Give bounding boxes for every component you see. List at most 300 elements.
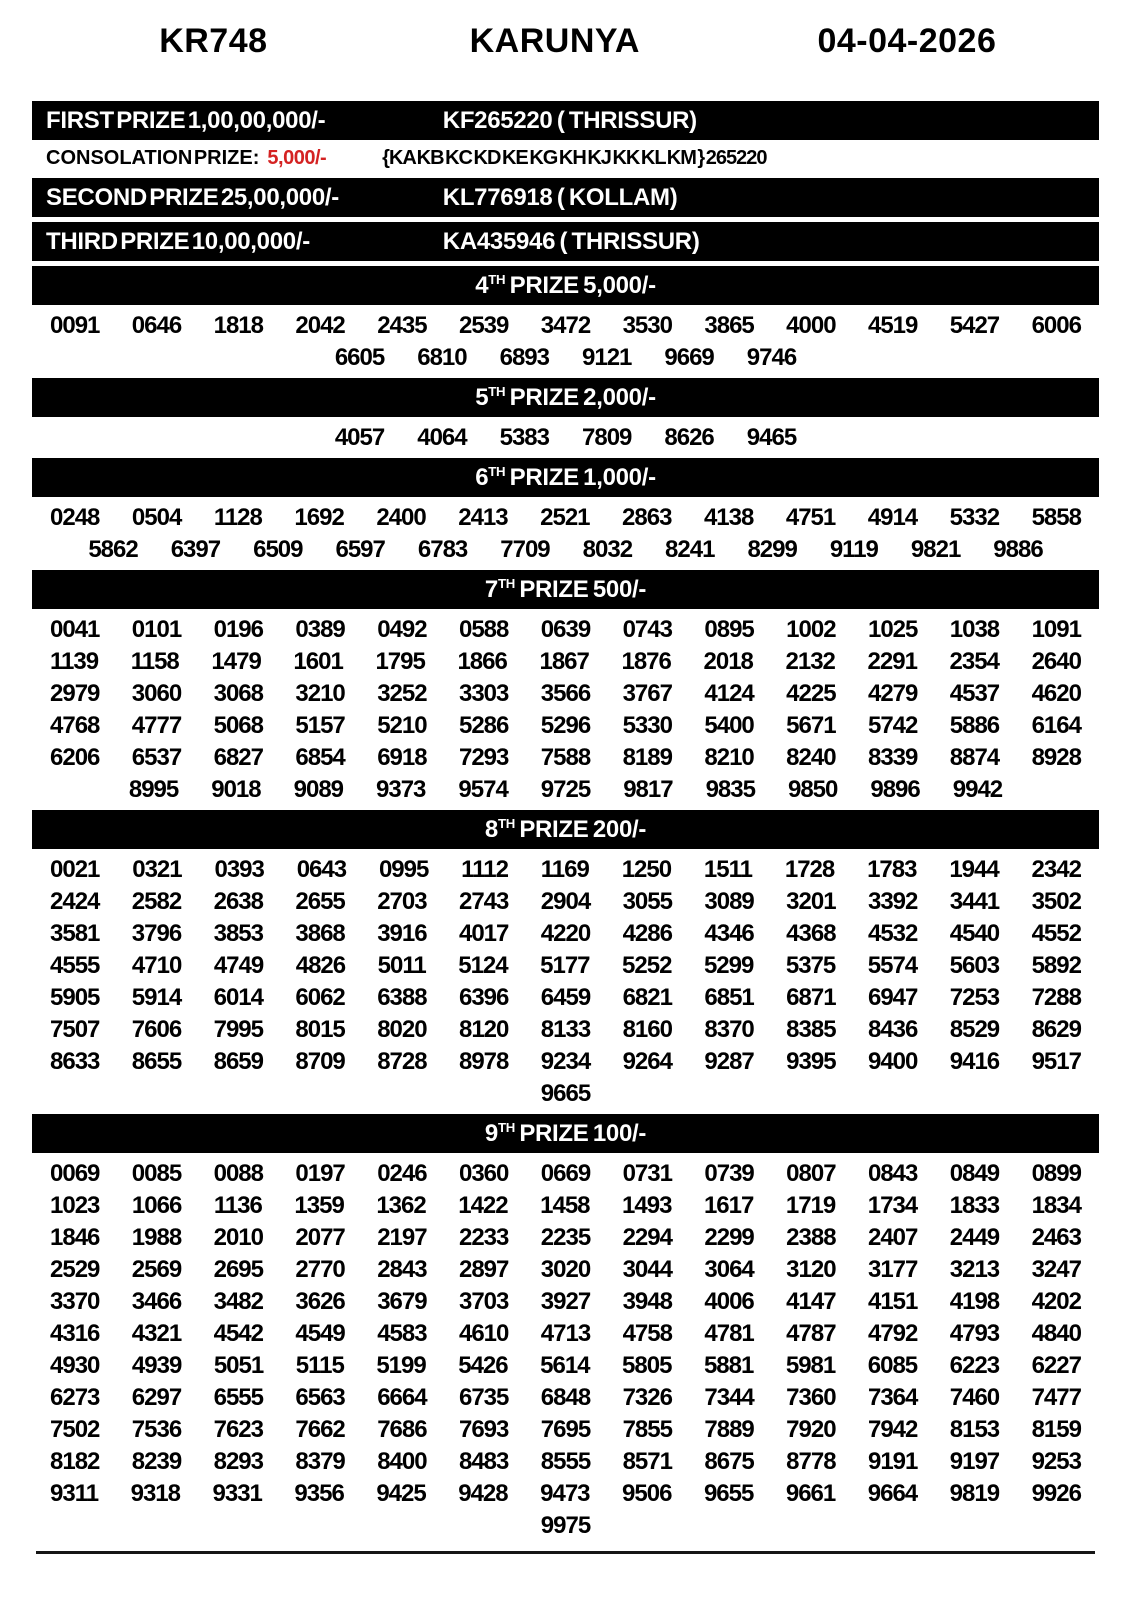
prize-numbers-row [50, 742, 1081, 773]
prize-number: 9725 [540, 776, 591, 803]
prize-number: 2435 [377, 312, 427, 339]
prize-number: 9926 [1031, 1480, 1081, 1507]
prize-number: 3252 [377, 680, 427, 707]
prize-number: 6827 [213, 744, 263, 771]
consolation-prize-row [32, 145, 1099, 173]
prize-numbers-row [38, 534, 1093, 565]
prize-number: 1511 [703, 856, 752, 883]
prize-number: 9121 [582, 344, 632, 371]
prize-number: 8159 [1031, 1416, 1081, 1443]
prize-number: 6085 [867, 1352, 918, 1379]
prize-number: 9896 [870, 776, 920, 803]
prize-number: 9850 [787, 776, 838, 803]
prize-number: 6273 [50, 1384, 100, 1411]
prize-number: 4749 [213, 952, 264, 979]
prize-number: 9506 [622, 1480, 672, 1507]
prize-number: 2655 [295, 888, 345, 915]
prize-number: 4316 [50, 1320, 100, 1347]
prize-number: 3303 [458, 680, 509, 707]
prize-number: 8655 [131, 1048, 182, 1075]
prize-number: 5426 [458, 1352, 508, 1379]
prize-number: 3020 [540, 1256, 591, 1283]
prize-number: 0246 [377, 1160, 427, 1187]
prize-number: 8483 [458, 1448, 509, 1475]
prize-number: 8379 [295, 1448, 345, 1475]
prize-number: 5614 [540, 1352, 590, 1379]
prize-number: 4713 [540, 1320, 591, 1347]
prize-number: 4346 [704, 920, 754, 947]
prize-number: 2400 [376, 504, 426, 531]
prize-section [32, 810, 1099, 1109]
prize-number: 1359 [294, 1192, 344, 1219]
prize-number: 0743 [622, 616, 672, 643]
prize-number: 2299 [704, 1224, 754, 1251]
prize-section [32, 266, 1099, 373]
prize-number: 7855 [622, 1416, 672, 1443]
prize-number: 5286 [458, 712, 509, 739]
prize-number: 9835 [705, 776, 755, 803]
prize-number: 2743 [458, 888, 509, 915]
prize-number: 8400 [377, 1448, 427, 1475]
prize-number: 0588 [458, 616, 509, 643]
prize-section [32, 570, 1099, 805]
prize-number: 3247 [1031, 1256, 1081, 1283]
prize-number: 4537 [949, 680, 1000, 707]
prize-number: 3120 [786, 1256, 836, 1283]
prize-number: 4914 [867, 504, 918, 531]
prize-sections [32, 266, 1099, 1541]
prize-number: 0895 [704, 616, 754, 643]
prize-number: 0088 [213, 1160, 263, 1187]
prize-number: 1833 [949, 1192, 1000, 1219]
prize-number: 5805 [622, 1352, 672, 1379]
first-prize-bar [32, 101, 1099, 140]
prize-number: 4138 [703, 504, 754, 531]
prize-number: 8015 [295, 1016, 345, 1043]
prize-number: 2770 [295, 1256, 345, 1283]
prize-number: 4939 [131, 1352, 182, 1379]
prize-number: 3703 [458, 1288, 509, 1315]
consolation-series: {KA KB KC KD KE KG KH KJ KK KL KM } 265220 [382, 147, 767, 169]
prize-number: 2640 [1031, 648, 1081, 675]
prize-number: 3044 [622, 1256, 672, 1283]
prize-number: 2132 [785, 648, 835, 675]
prize-number: 9089 [293, 776, 344, 803]
prize-number: 3868 [295, 920, 345, 947]
draw-code: KR748 [159, 22, 268, 60]
prize-number: 5400 [704, 712, 754, 739]
prize-number: 2695 [213, 1256, 263, 1283]
prize-number: 3177 [867, 1256, 918, 1283]
prize-section [32, 458, 1099, 565]
prize-number: 6893 [499, 344, 549, 371]
prize-numbers-row [50, 1014, 1081, 1045]
first-prize-ticket: KF265220 ( THRISSUR) [442, 106, 697, 134]
prize-number: 8709 [295, 1048, 345, 1075]
prize-numbers-row [50, 1350, 1081, 1381]
prize-number: 8728 [377, 1048, 427, 1075]
prize-number: 4532 [867, 920, 918, 947]
prize-number: 4710 [131, 952, 182, 979]
prize-number: 3089 [704, 888, 754, 915]
prize-number: 0085 [131, 1160, 182, 1187]
prize-number: 0492 [377, 616, 427, 643]
draw-date: 04-04-2026 [817, 22, 997, 60]
prize-number: 6918 [377, 744, 427, 771]
prize-number: 6605 [334, 344, 385, 371]
prize-number: 4000 [786, 312, 836, 339]
prize-number: 4781 [704, 1320, 754, 1347]
prize-number: 4151 [867, 1288, 918, 1315]
prize-number: 3502 [1031, 888, 1081, 915]
prize-numbers-row [50, 310, 1081, 341]
prize-number: 1422 [458, 1192, 508, 1219]
prize-numbers-row [50, 646, 1081, 677]
prize-numbers-row [50, 1254, 1081, 1285]
prize-number: 7293 [458, 744, 509, 771]
prize-number: 5671 [786, 712, 836, 739]
prize-number: 3068 [213, 680, 263, 707]
prize-number: 3466 [131, 1288, 182, 1315]
prize-number: 9473 [540, 1480, 590, 1507]
prize-section-title: 4TH PRIZE 5,000/- [475, 271, 656, 299]
prize-number: 0646 [131, 312, 182, 339]
prize-number: 0360 [458, 1160, 509, 1187]
prize-number: 5858 [1031, 504, 1081, 531]
prize-number: 4583 [377, 1320, 427, 1347]
prize-number: 2582 [131, 888, 182, 915]
prize-number: 3472 [540, 312, 591, 339]
prize-number: 3441 [949, 888, 1000, 915]
prize-number: 5892 [1031, 952, 1081, 979]
prize-number: 6783 [417, 536, 468, 563]
prize-section-title: 5TH PRIZE 2,000/- [475, 383, 656, 411]
prize-number: 6735 [458, 1384, 509, 1411]
prize-number: 4286 [622, 920, 672, 947]
prize-number: 9664 [867, 1480, 918, 1507]
prize-number: 8160 [622, 1016, 672, 1043]
prize-number: 3055 [622, 888, 672, 915]
prize-number: 8626 [664, 424, 714, 451]
prize-number: 7920 [786, 1416, 836, 1443]
prize-number: 6848 [540, 1384, 591, 1411]
prize-number: 0091 [50, 312, 100, 339]
prize-number: 7344 [704, 1384, 754, 1411]
prize-number: 5177 [540, 952, 590, 979]
prize-numbers-row [38, 422, 1093, 453]
prize-number: 7995 [213, 1016, 263, 1043]
third-prize-ticket: KA435946 ( THRISSUR) [442, 227, 700, 255]
prize-number: 7507 [50, 1016, 100, 1043]
prize-number: 3370 [50, 1288, 100, 1315]
prize-number: 9400 [867, 1048, 918, 1075]
prize-number: 2018 [703, 648, 753, 675]
prize-section-header [32, 810, 1099, 849]
prize-number: 9311 [50, 1480, 99, 1507]
prize-number: 2010 [213, 1224, 263, 1251]
prize-number: 9669 [664, 344, 714, 371]
prize-number: 3392 [867, 888, 918, 915]
prize-number: 7606 [131, 1016, 182, 1043]
prize-number: 1617 [703, 1192, 754, 1219]
prize-number: 7693 [458, 1416, 509, 1443]
prize-number: 2463 [1031, 1224, 1081, 1251]
prize-number: 4768 [50, 712, 100, 739]
prize-number: 2569 [131, 1256, 182, 1283]
prize-numbers-row [50, 614, 1081, 645]
prize-number: 0899 [1031, 1160, 1081, 1187]
prize-number: 5742 [867, 712, 918, 739]
prize-number: 1091 [1031, 616, 1081, 643]
prize-number: 8153 [949, 1416, 1000, 1443]
prize-section-title: 9TH PRIZE 100/- [484, 1119, 647, 1147]
prize-number: 5981 [785, 1352, 836, 1379]
prize-number: 2042 [295, 312, 345, 339]
prize-section-header [32, 378, 1099, 417]
prize-number: 0101 [131, 616, 182, 643]
prize-number: 9191 [867, 1448, 918, 1475]
prize-number: 3767 [622, 680, 672, 707]
prize-number: 4758 [622, 1320, 672, 1347]
prize-number: 3948 [622, 1288, 672, 1315]
prize-number: 5862 [88, 536, 138, 563]
prize-number: 5210 [377, 712, 427, 739]
prize-number: 1038 [949, 616, 1000, 643]
prize-number: 8995 [128, 776, 179, 803]
second-prize-label: SECOND PRIZE 25,00,000/- [46, 183, 339, 211]
prize-number: 0849 [949, 1160, 1000, 1187]
prize-number: 9119 [829, 536, 878, 563]
prize-number: 7253 [949, 984, 1000, 1011]
prize-number: 2521 [540, 504, 590, 531]
prize-numbers-row [50, 982, 1081, 1013]
prize-number: 1136 [213, 1192, 262, 1219]
prize-number: 6396 [458, 984, 509, 1011]
third-prize-bar [32, 222, 1099, 261]
prize-number: 0739 [704, 1160, 754, 1187]
prize-number: 6537 [131, 744, 182, 771]
prize-number: 1139 [50, 648, 99, 675]
prize-numbers-row [50, 1478, 1081, 1509]
prize-number: 4220 [540, 920, 591, 947]
prize-number: 8293 [213, 1448, 263, 1475]
prize-number: 7326 [622, 1384, 672, 1411]
prize-number: 4017 [458, 920, 509, 947]
prize-number: 3201 [786, 888, 836, 915]
prize-number: 2703 [377, 888, 427, 915]
prize-number: 2077 [295, 1224, 345, 1251]
prize-number: 4555 [50, 952, 100, 979]
prize-numbers-row [38, 1078, 1093, 1109]
prize-number: 4787 [786, 1320, 836, 1347]
prize-number: 4279 [867, 680, 918, 707]
lottery-name: KARUNYA [469, 22, 640, 60]
prize-number: 5574 [867, 952, 918, 979]
second-prize-ticket: KL776918 ( KOLLAM) [442, 183, 678, 211]
prize-number: 7889 [704, 1416, 754, 1443]
prize-number: 7588 [540, 744, 591, 771]
prize-number: 8032 [582, 536, 633, 563]
prize-number: 1479 [211, 648, 261, 675]
prize-number: 9465 [746, 424, 797, 451]
prize-number: 9197 [949, 1448, 1000, 1475]
prize-number: 8120 [458, 1016, 509, 1043]
prize-number: 8385 [786, 1016, 836, 1043]
prize-number: 8239 [131, 1448, 182, 1475]
prize-number: 5051 [213, 1352, 264, 1379]
prize-number: 5383 [499, 424, 549, 451]
prize-number: 0643 [296, 856, 347, 883]
prize-number: 2407 [867, 1224, 918, 1251]
prize-number: 3865 [704, 312, 754, 339]
prize-number: 4620 [1031, 680, 1081, 707]
prize-number: 1944 [949, 856, 999, 883]
prize-number: 1783 [867, 856, 917, 883]
prize-number: 2449 [949, 1224, 1000, 1251]
prize-numbers-row [50, 950, 1081, 981]
prize-number: 9356 [294, 1480, 344, 1507]
prize-number: 3796 [131, 920, 182, 947]
prize-number: 3064 [704, 1256, 754, 1283]
prize-number: 4540 [949, 920, 1000, 947]
prize-number: 5881 [703, 1352, 754, 1379]
prize-number: 5068 [213, 712, 263, 739]
prize-number: 5427 [949, 312, 1000, 339]
prize-number: 8874 [949, 744, 1000, 771]
prize-number: 2897 [458, 1256, 509, 1283]
prize-number: 8928 [1031, 744, 1081, 771]
prize-number: 4198 [949, 1288, 1000, 1315]
prize-number: 1818 [213, 312, 263, 339]
prize-numbers-row [50, 1158, 1081, 1189]
prize-number: 0639 [540, 616, 591, 643]
prize-number: 6062 [295, 984, 345, 1011]
prize-number: 7686 [377, 1416, 427, 1443]
prize-number: 2197 [377, 1224, 427, 1251]
prize-number: 6871 [786, 984, 836, 1011]
prize-number: 2979 [50, 680, 100, 707]
prize-numbers-row [50, 1382, 1081, 1413]
prize-number: 2529 [50, 1256, 100, 1283]
prize-number: 3530 [622, 312, 672, 339]
prize-number: 9665 [540, 1080, 591, 1107]
prize-number: 8778 [786, 1448, 836, 1475]
prize-number: 3679 [377, 1288, 427, 1315]
prize-number: 6014 [213, 984, 263, 1011]
prize-number: 6227 [1031, 1352, 1081, 1379]
prize-number: 9264 [622, 1048, 672, 1075]
prize-numbers-row [50, 854, 1081, 885]
prize-numbers-row [38, 1510, 1093, 1541]
prize-number: 1362 [376, 1192, 426, 1219]
prize-numbers-row [38, 342, 1093, 373]
prize-number: 6854 [295, 744, 345, 771]
prize-number: 0843 [867, 1160, 918, 1187]
prize-number: 1988 [131, 1224, 182, 1251]
prize-number: 1025 [867, 616, 918, 643]
prize-number: 5199 [376, 1352, 426, 1379]
prize-number: 2904 [540, 888, 591, 915]
prize-number: 5914 [131, 984, 182, 1011]
prize-number: 6597 [335, 536, 385, 563]
prize-number: 4124 [704, 680, 754, 707]
prize-number: 6206 [50, 744, 100, 771]
prize-number: 4321 [131, 1320, 182, 1347]
prize-number: 1112 [461, 856, 508, 883]
prize-number: 1493 [622, 1192, 672, 1219]
prize-number: 5115 [295, 1352, 344, 1379]
prize-number: 9655 [703, 1480, 754, 1507]
prize-number: 6006 [1031, 312, 1081, 339]
prize-section-header [32, 266, 1099, 305]
prize-number: 1023 [50, 1192, 100, 1219]
prize-number: 7709 [500, 536, 550, 563]
prize-number: 7460 [949, 1384, 1000, 1411]
prize-number: 1846 [50, 1224, 100, 1251]
prize-number: 1866 [457, 648, 507, 675]
prize-number: 5124 [458, 952, 508, 979]
prize-section-header [32, 1114, 1099, 1153]
prize-section [32, 1114, 1099, 1541]
prize-number: 6810 [417, 344, 467, 371]
prize-number: 1158 [130, 648, 179, 675]
prize-number: 8339 [867, 744, 918, 771]
prize-number: 4549 [295, 1320, 345, 1347]
bottom-divider [36, 1551, 1095, 1554]
prize-number: 9746 [746, 344, 797, 371]
first-prize-label: FIRST PRIZE 1,00,00,000/- [46, 106, 326, 134]
prize-number: 1128 [213, 504, 262, 531]
prize-number: 2424 [50, 888, 100, 915]
prize-number: 8529 [949, 1016, 1000, 1043]
prize-numbers-row [50, 918, 1081, 949]
prize-number: 8571 [622, 1448, 672, 1475]
prize-number: 4751 [785, 504, 836, 531]
prize-number: 0069 [50, 1160, 100, 1187]
prize-number: 4552 [1031, 920, 1081, 947]
prize-number: 7360 [786, 1384, 836, 1411]
prize-number: 8299 [747, 536, 797, 563]
prize-number: 1169 [540, 856, 589, 883]
prize-number: 2388 [786, 1224, 836, 1251]
prize-numbers-row [50, 1446, 1081, 1477]
prize-number: 9942 [952, 776, 1003, 803]
prize-number: 8240 [786, 744, 836, 771]
prize-number: 0393 [214, 856, 264, 883]
prize-numbers-row [50, 1286, 1081, 1317]
prize-numbers-row [50, 710, 1081, 741]
prize-number: 5332 [949, 504, 1000, 531]
prize-number: 3210 [295, 680, 345, 707]
prize-number: 2294 [622, 1224, 672, 1251]
prize-numbers-row [38, 774, 1093, 805]
prize-number: 6563 [295, 1384, 345, 1411]
prize-number: 7288 [1031, 984, 1081, 1011]
prize-number: 1834 [1031, 1192, 1081, 1219]
prize-number: 6664 [377, 1384, 427, 1411]
prize-number: 2233 [458, 1224, 509, 1251]
prize-number: 9253 [1031, 1448, 1081, 1475]
prize-number: 5011 [377, 952, 426, 979]
consolation-amount: 5,000/- [267, 147, 327, 169]
prize-number: 7502 [50, 1416, 100, 1443]
prize-number: 9373 [376, 776, 426, 803]
third-prize-label: THIRD PRIZE 10,00,000/- [46, 227, 310, 255]
prize-number: 4610 [458, 1320, 509, 1347]
prize-number: 2235 [540, 1224, 591, 1251]
prize-section-header [32, 570, 1099, 609]
prize-number: 3482 [213, 1288, 263, 1315]
